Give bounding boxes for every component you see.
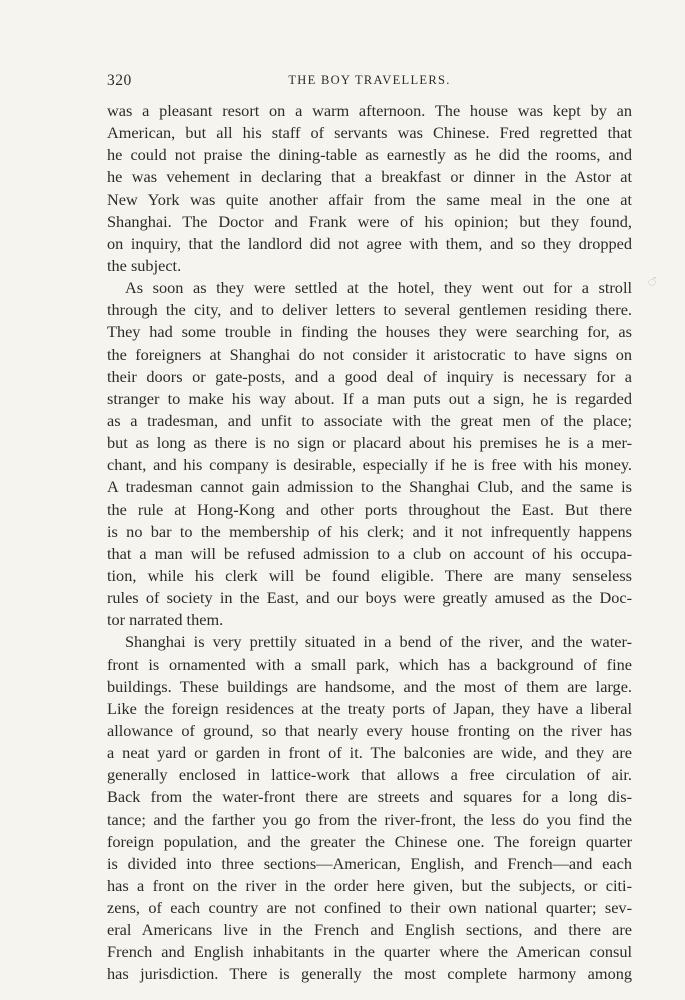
text-line: has a front on the river in the order here given, but the subjects, or citi- (107, 875, 632, 895)
text-line: tor narrated them. (107, 610, 224, 630)
text-line: Shanghai is very prettily situated in a bend of the river, and the water- (125, 632, 632, 652)
text-line: They had some trouble in finding the houses they were searching for, as (107, 322, 632, 342)
text-line: has jurisdiction. There is generally the most complete harmony among (107, 964, 632, 984)
text-line: Back from the water-front there are streets and squares for a long dis- (107, 787, 632, 807)
running-head (107, 72, 632, 94)
text-line: As soon as they were settled at the hotel, they went out for a stroll (125, 278, 632, 298)
text-line: allowance of ground, so that nearly every house fronting on the river has (107, 720, 632, 740)
text-line: their doors or gate-posts, and a good deal of inquiry is necessary for a (107, 366, 632, 386)
text-line: New York was quite another affair from the same meal in the one at (107, 189, 632, 209)
body-text (107, 100, 632, 986)
text-line: was a pleasant resort on a warm afternoon. The house was kept by an (107, 101, 632, 120)
text-line: but as long as there is no sign or placard about his premises he is a mer- (107, 433, 632, 453)
text-line: foreign population, and the greater the Chinese one. The foreign quarter (107, 831, 632, 851)
text-line: is no bar to the membership of his clerk; and it not infrequently happens (107, 521, 632, 541)
text-line: tion, while his clerk will be found eligible. There are many senseless (107, 565, 632, 585)
text-line: the foreigners at Shanghai do not consider it aristocratic to have signs on (107, 344, 632, 364)
text-line: American, but all his staff of servants was Chinese. Fred regretted that (107, 123, 632, 143)
text-line: zens, of each country are not confined to their own national quarter; sev- (107, 898, 632, 918)
text-line: tance; and the farther you go from the river-front, the less do you find the (107, 809, 632, 829)
running-title: THE BOY TRAVELLERS. (288, 73, 451, 87)
text-line: that a man will be refused admission to a club on account of his occupa- (107, 543, 632, 563)
text-line: the rule at Hong-Kong and other ports throughout the East. But there (107, 499, 632, 519)
text-line: stranger to make his way about. If a man puts out a sign, he is regarded (107, 388, 632, 408)
text-line: front is ornamented with a small park, which has a background of fine (107, 654, 632, 674)
text-line: rules of society in the East, and our boys were greatly amused as the Doc- (107, 588, 632, 608)
text-line: through the city, and to deliver letters to several gentlemen residing there. (107, 300, 632, 320)
text-line: generally enclosed in lattice-work that allows a free circulation of air. (107, 765, 632, 785)
text-line: he was vehement in declaring that a breakfast or dinner in the Astor at (107, 167, 632, 187)
text-line: French and English inhabitants in the quarter where the American consul (107, 942, 632, 962)
text-line: as a tradesman, and unfit to associate with the great men of the place; (107, 410, 632, 430)
text-line: on inquiry, that the landlord did not agree with them, and so they dropped (107, 233, 632, 253)
text-line: a neat yard or garden in front of it. The balconies are wide, and they are (107, 743, 632, 763)
text-line: he could not praise the dining-table as earnestly as he did the rooms, and (107, 145, 632, 165)
text-line: chant, and his company is desirable, especially if he is free with his money. (107, 455, 632, 475)
text-line: buildings. These buildings are handsome, and the most of them are large. (107, 676, 632, 696)
margin-mark: ੰ (648, 278, 657, 289)
text-line: A tradesman cannot gain admission to the Shanghai Club, and the same is (107, 477, 632, 497)
text-line: Like the foreign residences at the treaty ports of Japan, they have a liberal (107, 698, 632, 718)
text-line: eral Americans live in the French and English sections, and there are (107, 920, 632, 940)
text-line: Shanghai. The Doctor and Frank were of his opinion; but they found, (107, 211, 632, 231)
text-line: the subject. (107, 255, 182, 275)
page-number: 320 (107, 72, 132, 89)
text-line: is divided into three sections—American, English, and French—and each (107, 853, 632, 873)
